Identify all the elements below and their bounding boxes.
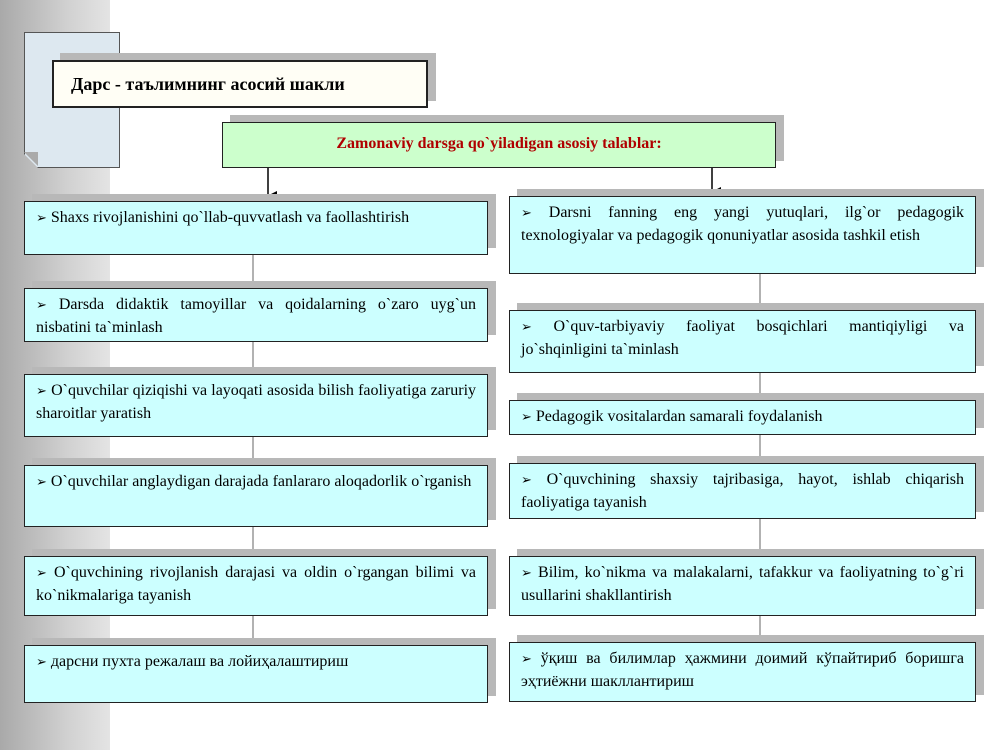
bullet-arrow-icon: ➢ (36, 298, 47, 313)
right-item-3-text: Pedagogik vositalardan samarali foydalanish (535, 408, 823, 425)
bullet-arrow-icon: ➢ (521, 320, 532, 335)
left-item-1-text: Shaxs rivojlanishini qo`llab-quvvatlash va faollashtirish (50, 209, 410, 226)
bullet-arrow-icon: ➢ (36, 211, 47, 226)
left-item-5-text: O`quvchining rivojlanish darajasi va oldin o`rgangan bilimi va ko`nikmalariga tayanish (36, 564, 477, 604)
bullet-arrow-icon: ➢ (521, 566, 532, 581)
bullet-arrow-icon: ➢ (521, 473, 532, 488)
right-item-5-text: Bilim, ko`nikma va malakalarni, tafakkur va faoliyatning to`g`ri usullarini shakllantirish (521, 564, 965, 604)
bullet-arrow-icon: ➢ (36, 655, 47, 670)
right-item-2 (509, 310, 976, 373)
left-item-2 (24, 288, 488, 342)
right-item-4 (509, 463, 976, 519)
bullet-arrow-icon: ➢ (521, 206, 532, 221)
left-item-1 (24, 201, 488, 255)
left-item-4-text: O`quvchilar anglaydigan darajada fanlararo aloqadorlik o`rganish (50, 473, 472, 490)
right-item-5 (509, 556, 976, 616)
right-item-6 (509, 642, 976, 702)
bullet-arrow-icon: ➢ (36, 475, 47, 490)
bullet-arrow-icon: ➢ (36, 566, 47, 581)
right-item-6-text: ўқиш ва билимлар ҳажмини доимий кўпайтириб боришга эҳтиёжни шакллантириш (521, 650, 964, 690)
right-item-1 (509, 196, 976, 274)
left-item-5 (24, 556, 488, 616)
left-item-6-text: дарсни пухта режалаш ва лойиҳалаштириш (50, 653, 349, 670)
left-item-2-text: Darsda didaktik tamoyillar va qoidalarning o`zaro uyg`un nisbatini ta`minlash (36, 296, 476, 336)
bullet-arrow-icon: ➢ (521, 652, 532, 667)
bullet-arrow-icon: ➢ (36, 384, 47, 399)
slide-title: Дарс - таълимнинг асосий шакли (52, 60, 428, 108)
left-item-3 (24, 374, 488, 437)
right-item-2-text: O`quv-tarbiyaviy faoliyat bosqichlari mantiqiyligi va jo`shqinligini ta`minlash (521, 318, 964, 358)
right-item-3 (509, 400, 976, 435)
left-item-4 (24, 465, 488, 527)
requirements-header: Zamonaviy darsga qo`yiladigan asosiy talablar: (222, 122, 776, 168)
right-item-4-text: O`quvchining shaxsiy tajribasiga, hayot, ishlab chiqarish faoliyatiga tayanish (521, 471, 965, 511)
left-item-3-text: O`quvchilar qiziqishi va layoqati asosida bilish faoliyatiga zaruriy sharoitlar yaratish (36, 382, 477, 422)
left-item-6 (24, 645, 488, 703)
bullet-arrow-icon: ➢ (521, 410, 532, 425)
right-item-1-text: Darsni fanning eng yangi yutuqlari, ilg`or pedagogik texnologiyalar va pedagogik qonuniyatlar asosida tashkil etish (521, 204, 965, 244)
